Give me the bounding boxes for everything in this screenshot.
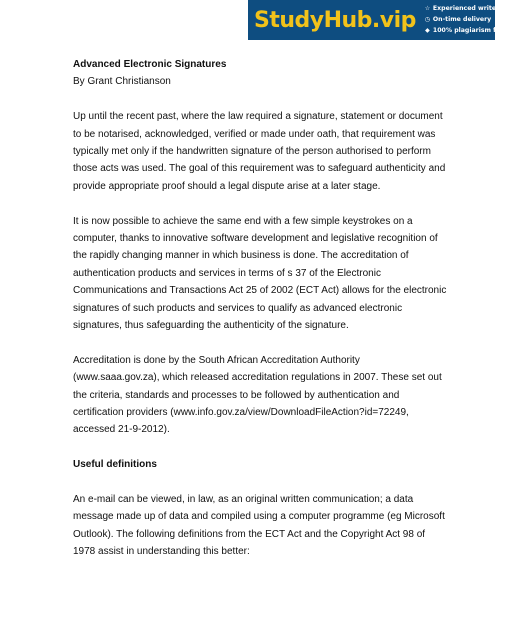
text-line: provide appropriate proof should a legal dispute arise at a later stage. xyxy=(73,180,381,192)
text-line: An e-mail can be viewed, in law, as an original written communication; a data xyxy=(73,494,414,506)
feature-experienced-writers xyxy=(424,4,507,14)
text-line: Up until the recent past, where the law required a signature, statement or document xyxy=(73,111,443,123)
text-line: accessed 21-9-2012). xyxy=(73,424,170,436)
shield-icon: ◆ xyxy=(425,27,430,34)
studyhub-banner[interactable] xyxy=(248,0,507,40)
feature-text: On-time delivery xyxy=(432,16,492,23)
text-line: Outlook). The following definitions from the ECT Act and the Copyright Act 98 of xyxy=(73,528,426,540)
section-heading: Useful definitions xyxy=(73,459,157,471)
text-line: Accreditation is done by the South African Accreditation Authority xyxy=(73,354,360,366)
text-line: authentication products and services in terms of s 37 of the Electronic xyxy=(73,267,381,279)
text-line: certification providers (www.info.gov.za/view/DownloadFileAction?id=72249, xyxy=(73,407,409,419)
paragraph-3 xyxy=(73,352,442,439)
text-line: (www.saaa.gov.za), which released accreditation regulations in 2007. These set out xyxy=(73,372,442,384)
text-line: to be notarised, acknowledged, verified or made under oath, that requirement was xyxy=(73,128,436,140)
text-line: signatures, thus safeguarding the authenticity of the signature. xyxy=(73,320,349,332)
document-body xyxy=(73,56,447,561)
feature-text: Experienced writers xyxy=(432,5,503,12)
text-line: typically met only if the handwritten signature of the person authorised to perform xyxy=(73,146,431,158)
paragraph-4 xyxy=(73,491,445,561)
feature-plagiarism-free xyxy=(424,26,507,36)
text-line: the criteria, standards and processes to be followed by authentication and xyxy=(73,389,400,401)
text-line: 1978 assist in understanding this better: xyxy=(73,546,250,558)
text-line: signatures of such products and services to qualify as advanced electronic xyxy=(73,302,403,314)
document-title: Advanced Electronic Signatures xyxy=(73,59,227,70)
text-line: the rapidly changing manner in which business is done. The accreditation of xyxy=(73,250,409,262)
text-line: message made up of data and compiled using a computer programme (eg Microsoft xyxy=(73,511,445,523)
spacer xyxy=(73,439,433,456)
paragraph-2 xyxy=(73,213,447,335)
star-icon: ☆ xyxy=(424,5,431,12)
text-line: those acts was used. The goal of this requirement was to safeguard authenticity and xyxy=(73,163,446,175)
clock-icon: ◷ xyxy=(424,16,431,23)
text-line: It is now possible to achieve the same end with a few simple keystrokes on a xyxy=(73,215,413,227)
studyhub-logo[interactable]: StudyHub.vip xyxy=(254,7,416,33)
feature-text: 100% plagiarism free xyxy=(432,27,507,34)
spacer xyxy=(73,91,433,108)
spacer xyxy=(73,334,433,351)
spacer xyxy=(73,474,433,491)
paragraph-1 xyxy=(73,108,446,195)
text-line: computer, thanks to innovative software development and legislative recognition of xyxy=(73,233,438,245)
document-author: By Grant Christianson xyxy=(73,76,171,88)
text-line: Communications and Transactions Act 25 of 2002 (ECT Act) allows for the electronic xyxy=(73,285,447,297)
banner-features xyxy=(424,4,507,36)
spacer xyxy=(73,195,433,212)
feature-on-time-delivery xyxy=(424,15,507,25)
